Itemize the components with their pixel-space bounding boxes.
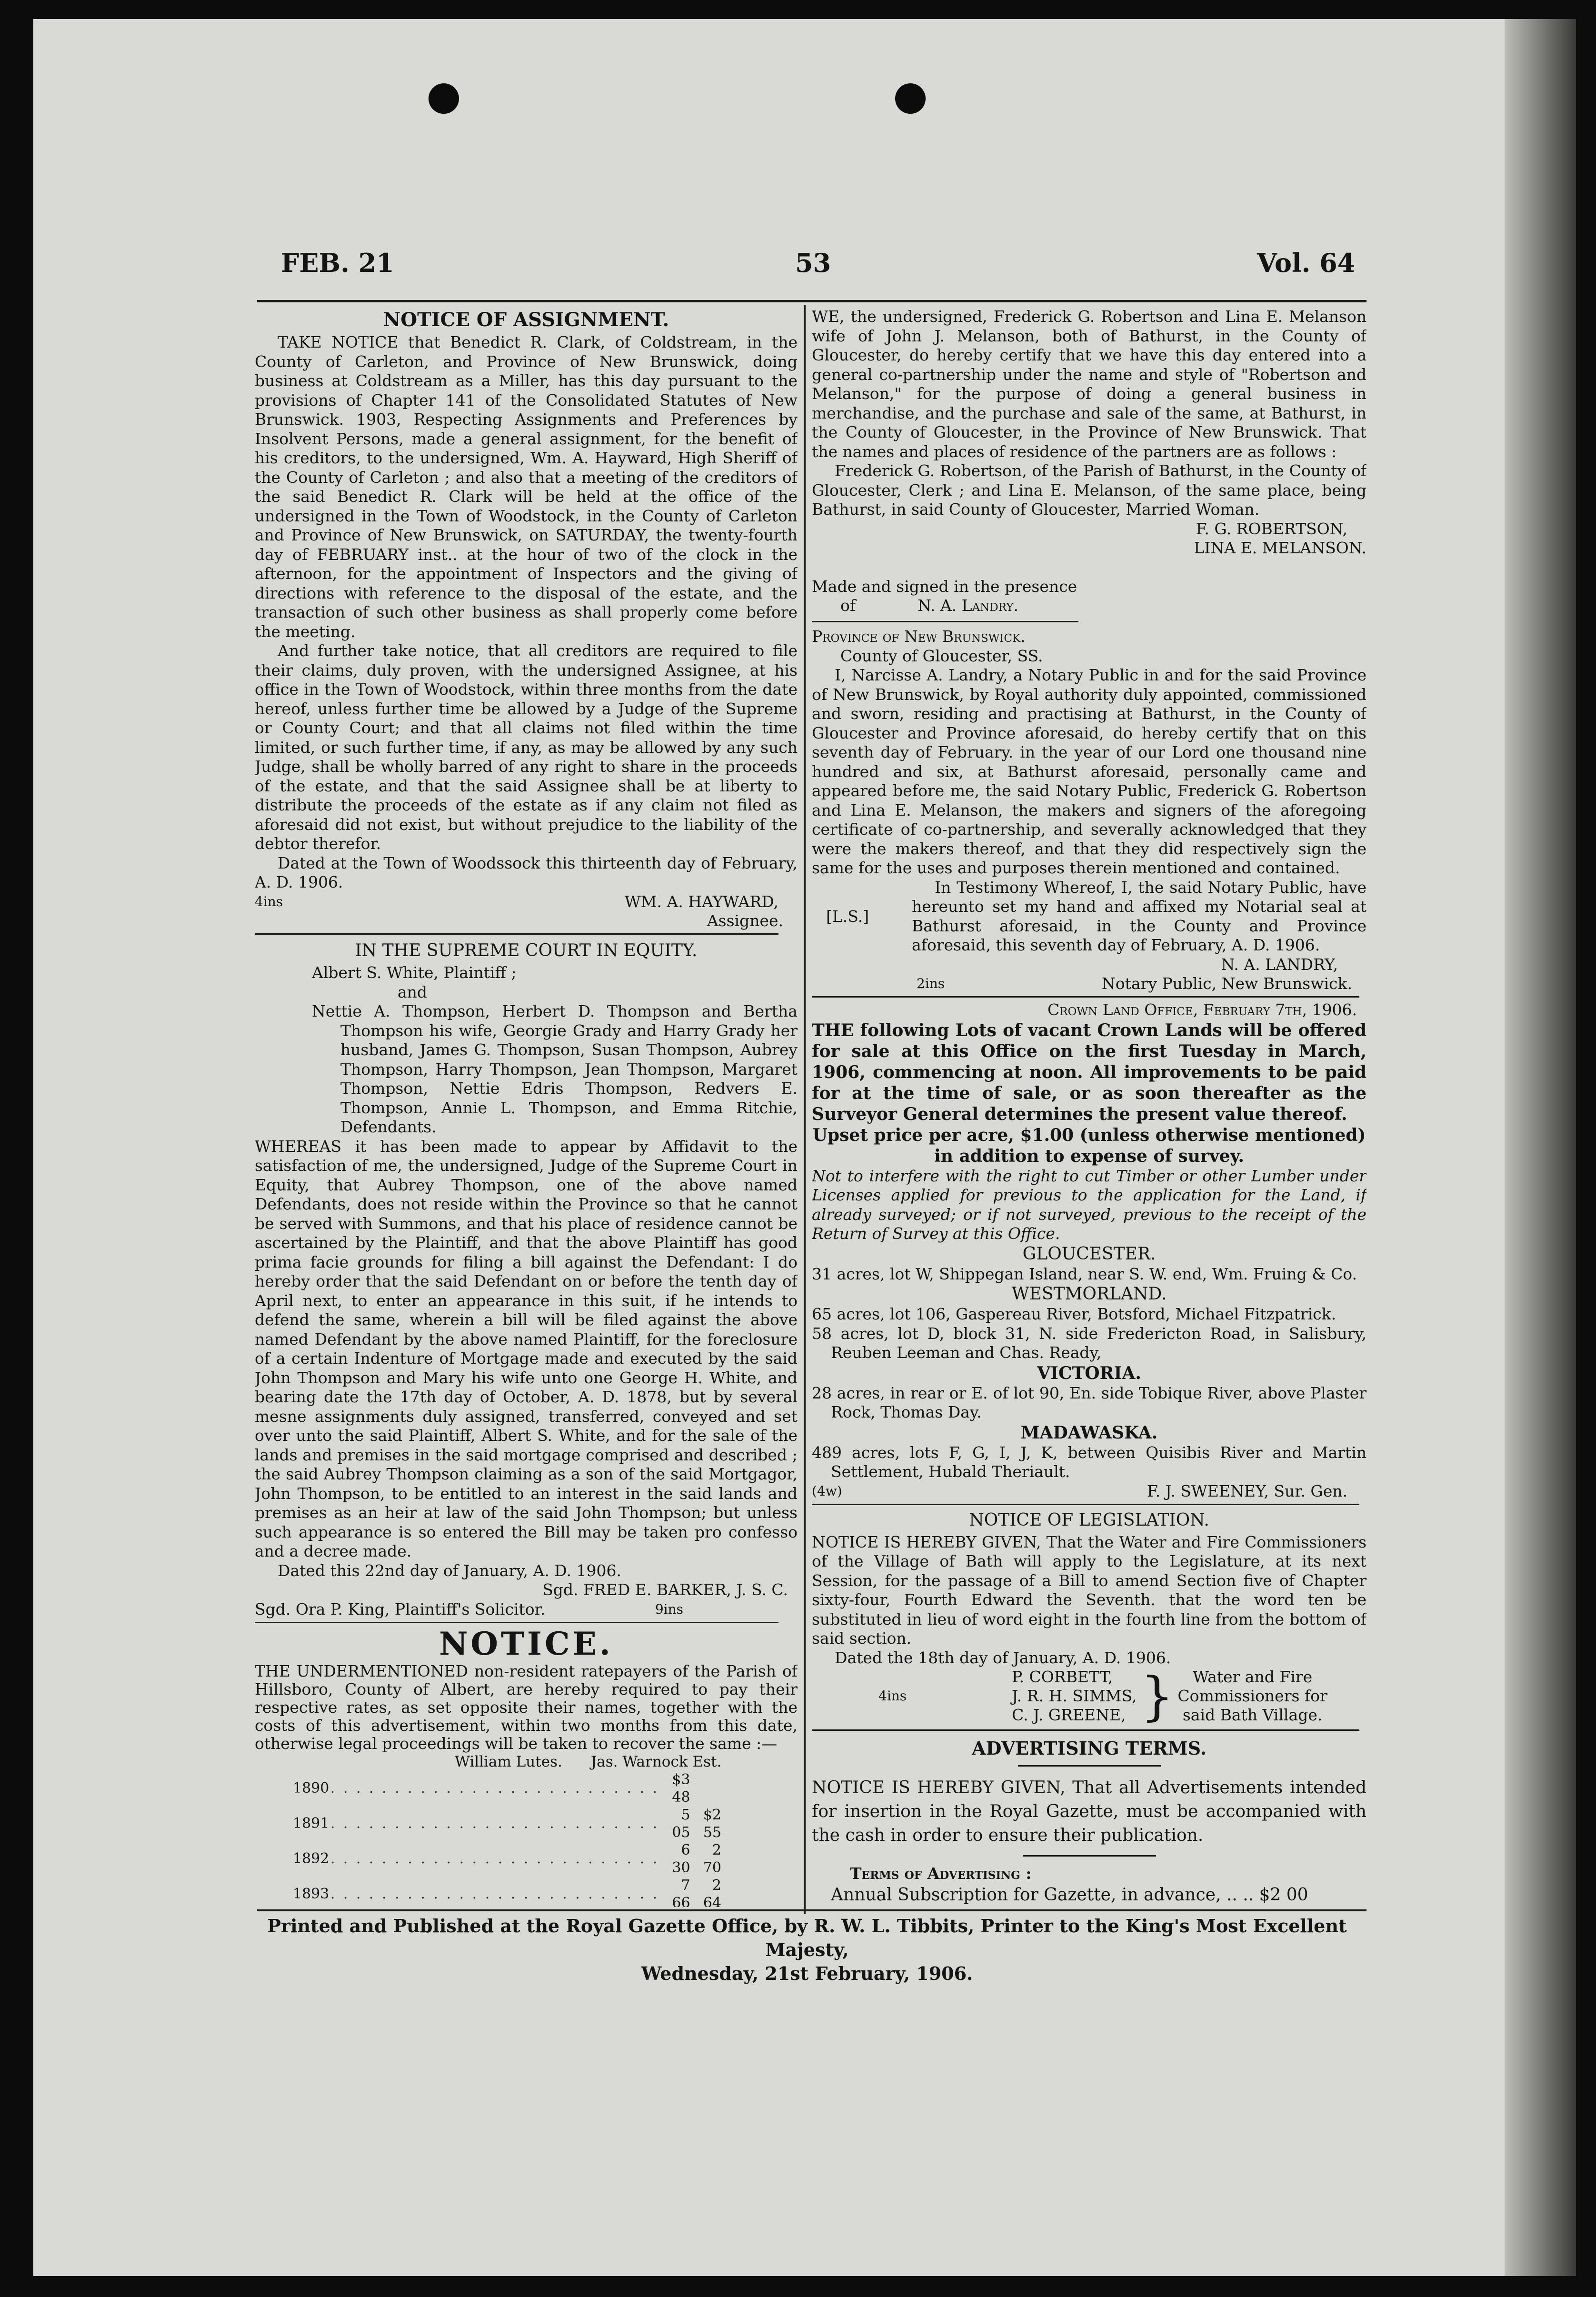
lot-entry: 65 acres, lot 106, Gaspereau River, Botsford, Michael Fitzpatrick. (812, 1305, 1337, 1323)
lot-entry: 489 acres, lots F, G, I, J, K, between Quisibis River and Martin Settlement, Hubald Theriault. (812, 1443, 1367, 1481)
term-line (812, 1907, 1367, 1908)
signer-name: LINA E. MELANSON. (1194, 539, 1367, 557)
table-row (293, 1877, 721, 1908)
rate-cell: $2 55 (703, 1806, 721, 1841)
rate-cell: 7 66 (672, 1877, 690, 1907)
county-heading: GLOUCESTER. (1022, 1244, 1156, 1264)
commissioner-name: C. J. GREENE, (1012, 1706, 1126, 1724)
year-cell: 1890 (293, 1780, 329, 1797)
leader-dots: . . . . . . . . . . . . . . . . . . . . . . . . . . (330, 1886, 659, 1902)
court-notice (255, 939, 798, 1619)
signer-name: F. J. SWEENEY, Sur. Gen. (1147, 1481, 1347, 1500)
imprint-date: Wednesday, 21st February, 1906. (641, 1963, 973, 1984)
column-header: William Lutes. (455, 1753, 562, 1770)
legislation-body: NOTICE IS HEREBY GIVEN, That the Water and Fire Commissioners of the Village of Bath will apply to the Legislature, at its next Session, for the passage of a Bill to amend Section five of Chapter sixty-four, Fourth Edward the Seventh. that the word ten be substituted in lieu of word eight in the fourth line from the bottom of said section. (812, 1532, 1367, 1648)
presence-line: Made and signed in the presence (812, 577, 1077, 596)
commission-line: Water and Fire (1193, 1668, 1313, 1686)
crown-paragraph: THE following Lots of vacant Crown Lands will be offered for sale at this Office on the first Tuesday in March, 1906, commencing at noon. All improvements to be paid for at the time of sale, or as soon thereafter as the Surveyor General determines the present value thereof. (812, 1020, 1367, 1124)
rate-cell: 2 70 (703, 1841, 721, 1876)
lot-entry: 31 acres, lot W, Shippegan Island, near S. W. end, Wm. Fruing & Co. (812, 1264, 1357, 1283)
insertion-count: 2ins (917, 976, 945, 991)
rate-cell (690, 1771, 721, 1806)
imprint (248, 1914, 1367, 1986)
notice-body: THE UNDERMENTIONED non-resident ratepayers of the Parish of Hillsboro, County of Albert, are hereby required to pay their respective rates, as set opposite their names, together with the costs of this advertisement, within two months from this date, otherwise legal proceedings will be taken to recover the same :— (255, 1661, 798, 1753)
advertising-terms (812, 1736, 1367, 1907)
crown-dateline: Crown Land Office, February 7th, 1906. (1047, 1000, 1357, 1019)
punch-hole (429, 83, 459, 114)
page-edge (1505, 19, 1576, 2276)
county-heading: VICTORIA. (1037, 1363, 1141, 1383)
partnership-certificate (812, 307, 1367, 993)
leader-dots: . . . . . . . . . . . . . . . . . . . . . . . . . . (330, 1815, 659, 1832)
assignment-title: NOTICE OF ASSIGNMENT. (383, 309, 669, 331)
lot-entry: 28 acres, in rear or E. of lot 90, En. side Tobique River, above Plaster Rock, Thomas Day. (812, 1383, 1367, 1421)
insertion-count: 4ins (878, 1688, 907, 1704)
table-row (293, 1841, 721, 1877)
court-dated: Dated this 22nd day of January, A. D. 1906. (278, 1561, 622, 1580)
witness-name: N. A. Landry. (918, 596, 1019, 615)
legislation-notice (812, 1508, 1367, 1725)
rate-cell: 6 30 (672, 1841, 690, 1876)
rate-cell: 2 64 (703, 1877, 721, 1907)
solicitor-signature: Sgd. Ora P. King, Plaintiff's Solicitor. (255, 1599, 546, 1618)
year-cell: 1893 (293, 1886, 329, 1902)
short-rule (1018, 1765, 1161, 1767)
signer-name: F. G. ROBERTSON, (1196, 519, 1347, 538)
short-rule (812, 621, 1078, 622)
advertising-title: ADVERTISING TERMS. (971, 1738, 1207, 1759)
crown-lands-notice (812, 1000, 1367, 1501)
partnership-paragraph: Frederick G. Robertson, of the Parish of Bathurst, in the County of Gloucester, Clerk ; and Lina E. Melanson, of the same place, being Bathurst, in said County of Gloucester, Married Woman. (812, 461, 1367, 519)
term-line: Annual Subscription for Gazette, in advance, .. .. $2 00 (831, 1885, 1308, 1905)
column-header: Jas. Warnock Est. (590, 1753, 722, 1770)
defendants-list: Nettie A. Thompson, Herbert D. Thompson and Bertha Thompson his wife, Georgie Grady and Harry Grady her husband, James G. Thompson, Susan Thompson, Aubrey Thompson, Harry Thompson, Jean Thompson, Margaret Thompson, Nettie Edris Thompson, Redvers E. Thompson, Annie L. Thompson, and Emma Ritchie, Defendants. (312, 1002, 798, 1136)
header-date: FEB. 21 (281, 248, 394, 278)
court-body: WHEREAS it has been made to appear by Affidavit to the satisfaction of me, the undersigned, Judge of the Supreme Court in Equity, that Aubrey Thompson, one of the above named Defendants, does not reside within the Province so that he cannot be served with Summons, and that his place of residence cannot be ascertained by the Plaintiff, and that the above Plaintiff has good prima facie grounds for filing a bill against the Defendant: I do hereby order that the said Defendant on or before the tenth day of April next, to enter an appearance in this suit, if he intends to defend the same, wherein a bill will be filed against the above named Defendant by the above named Plaintiff, for the foreclosure of a certain Indenture of Mortgage made and executed by the said John Thompson and Mary his wife unto one George H. White, and bearing date the 17th day of October, A. D. 1878, but by several mesne assignments duly assigned, transferred, conveyed and set over unto the said Plaintiff, Albert S. White, and for the sale of the lands and premises in the said mortgage comprised and described ; the said Aubrey Thompson claiming as a son of the said Mortgagor, John Thompson, to be entitled to an interest in the said lands and premises as an heir at law of the said John Thompson; but unless such appearance is so entered the Bill may be taken pro confesso and a decree made. (255, 1137, 798, 1560)
signer-name: WM. A. HAYWARD, (624, 892, 778, 911)
right-column (812, 307, 1367, 1907)
footer-rule (257, 1909, 1367, 1911)
county-heading: WESTMORLAND. (1011, 1284, 1167, 1304)
legislation-dated: Dated the 18th day of January, A. D. 1906. (835, 1648, 1171, 1667)
commissioner-name: J. R. H. SIMMS, (1012, 1687, 1137, 1705)
punch-hole (895, 83, 926, 114)
left-column (255, 307, 798, 1907)
testimony-paragraph: In Testimony Whereof, I, the said Notary Public, have hereunto set my hand and affixed my Notarial seal at Bathurst aforesaid, in the County and Province aforesaid, this seventh day of February, A. D. 1906. (912, 878, 1367, 954)
assignment-paragraph: And further take notice, that all creditors are required to file their claims, duly proven, with the undersigned Assignee, at his office in the Town of Woodstock, within three months from the date hereof, unless further time be allowed by a Judge of the Supreme or County Court; and that all claims not filed within the time limited, or such further time, if any, as may be allowed by any such Judge, shall be wholly barred of any right to share in the proceeds of the estate, and that the said Assignee shall be at liberty to distribute the proceeds of the estate as if any claim not filed as aforesaid did not exist, but without prejudice to the liability of the debtor therefor. (255, 641, 798, 853)
province-line: Province of New Brunswick. (812, 627, 1026, 646)
section-rule (255, 933, 778, 935)
notice-title: NOTICE. (439, 1625, 613, 1662)
rates-table (293, 1771, 721, 1908)
insertion-count: 4ins (255, 893, 283, 909)
judge-signature: Sgd. FRED E. BARKER, J. S. C. (542, 1580, 788, 1599)
insertion-count: 9ins (655, 1601, 683, 1617)
lot-entry: 58 acres, lot D, block 31, N. side Fredericton Road, in Salisbury, Reuben Leeman and Chas. Ready, (812, 1324, 1367, 1362)
ratepayers-notice (255, 1625, 798, 1908)
section-rule (255, 1622, 778, 1623)
commission-line: Commissioners for (1177, 1687, 1327, 1705)
brace-mark: } (1140, 1666, 1174, 1727)
imprint-line: Printed and Published at the Royal Gazette Office, by R. W. L. Tibbits, Printer to the King's Most Excellent Majesty, (267, 1915, 1347, 1960)
signer-role: Assignee. (707, 911, 783, 930)
upset-price: Upset price per acre, $1.00 (unless otherwise mentioned) in addition to expense of survey. (812, 1125, 1366, 1166)
column-rule (804, 305, 806, 1914)
rate-cell: 5 05 (672, 1806, 690, 1841)
table-row (293, 1806, 721, 1841)
commissioner-name: P. CORBETT, (1012, 1668, 1113, 1686)
rate-cell: $3 48 (672, 1771, 690, 1806)
header-volume: Vol. 64 (1257, 248, 1356, 278)
plaintiff-line: Albert S. White, Plaintiff ; (312, 963, 517, 982)
presence-line: of (840, 596, 856, 615)
header-rule (257, 300, 1367, 302)
leader-dots: . . . . . . . . . . . . . . . . . . . . . . . . . . (330, 1850, 659, 1867)
notary-role: Notary Public, New Brunswick. (1101, 974, 1352, 993)
terms-title: Terms of Advertising : (850, 1864, 1032, 1883)
crown-note: Not to interfere with the right to cut Timber or other Lumber under Licenses applied for previous to the application for the Land, if already surveyed; or if not surveyed, previous to the receipt of the Return of Survey at this Office. (812, 1166, 1367, 1243)
county-heading: MADAWASKA. (1020, 1422, 1158, 1443)
partnership-paragraph: WE, the undersigned, Frederick G. Robertson and Lina E. Melanson wife of John J. Melanson, both of Bathurst, in the County of Gloucester, do hereby certify that we have this day entered into a general co-partnership under the name and style of "Robertson and Melanson," for the purpose of doing a general business in merchandise, and the purchase and sale of the same, at Bathurst, in the County of Gloucester, in the Province of New Brunswick. That the names and places of residence of the partners are as follows : (812, 307, 1367, 461)
and-line: and (398, 982, 428, 1001)
court-title: IN THE SUPREME COURT IN EQUITY. (355, 941, 698, 960)
assignment-notice (255, 307, 798, 930)
table-row (293, 1771, 721, 1806)
county-line: County of Gloucester, SS. (840, 646, 1043, 665)
advertising-body: NOTICE IS HEREBY GIVEN, That all Advertisements intended for insertion in the Royal Gazette, must be accompanied with the cash in order to ensure their publication. (812, 1778, 1367, 1845)
commission-line: said Bath Village. (1182, 1706, 1323, 1724)
short-rule (1023, 1855, 1156, 1857)
section-rule (812, 1504, 1359, 1505)
legislation-title: NOTICE OF LEGISLATION. (969, 1510, 1209, 1530)
assignment-paragraph: TAKE NOTICE that Benedict R. Clark, of Coldstream, in the County of Carleton, and Province of New Brunswick, doing business at Coldstream as a Miller, has this day pursuant to the provisions of Chapter 141 of the Consolidated Statutes of New Brunswick. 1903, Respecting Assignments and Preferences by Insolvent Persons, made a general assignment, for the benefit of his creditors, to the undersigned, Wm. A. Hayward, High Sheriff of the County of Carleton ; and also that a meeting of the creditors of the said Benedict R. Clark will be held at the office of the undersigned in the Town of Woodstock, in the County of Carleton and Province of New Brunswick, on SATURDAY, the twenty-fourth day of FEBRUARY inst.. at the hour of two of the clock in the afternoon, for the appointment of Inspectors and the giving of directions with reference to the disposal of the estate, and the transaction of such other business as shall properly come before the meeting. (255, 333, 798, 641)
year-cell: 1892 (293, 1850, 329, 1867)
section-rule (812, 1729, 1359, 1731)
header-page-number: 53 (795, 248, 831, 278)
notary-name: N. A. LANDRY, (1221, 955, 1338, 974)
notary-paragraph: I, Narcisse A. Landry, a Notary Public in and for the said Province of New Brunswick, by Royal authority duly appointed, commissioned and sworn, residing and practising at Bathurst, in the County of Gloucester and Province aforesaid, do hereby certify that on this seventh day of February. in the year of our Lord one thousand nine hundred and six, at Bathurst aforesaid, personally came and appeared before me, the said Notary Public, Frederick G. Robertson and Lina E. Melanson, the makers and signers of the aforegoing certificate of co-partnership, and severally acknowledged that they were the makers thereof, and that they did respectively sign the same for the uses and purposes therein mentioned and contained. (812, 666, 1367, 877)
seal-mark: [L.S.] (826, 907, 869, 926)
insertion-count: (4w) (812, 1483, 842, 1499)
assignment-dated: Dated at the Town of Woodssock this thirteenth day of February, A. D. 1906. (255, 853, 798, 891)
leader-dots: . . . . . . . . . . . . . . . . . . . . . . . . . . (330, 1780, 659, 1797)
year-cell: 1891 (293, 1815, 329, 1832)
section-rule (812, 996, 1359, 998)
